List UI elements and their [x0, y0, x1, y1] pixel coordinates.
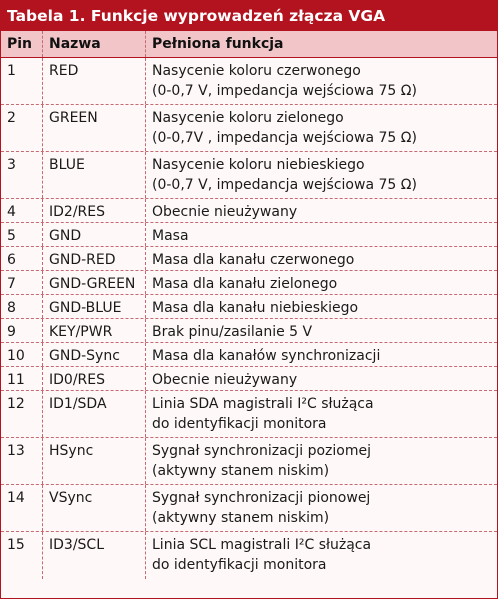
table-row: [1, 247, 497, 271]
cell-pin: 10: [1, 343, 43, 366]
table-row: [1, 58, 497, 105]
cell-pin: 2: [1, 105, 43, 151]
cell-function: [146, 247, 497, 270]
table-body: [1, 58, 497, 579]
cell-name: HSync: [43, 438, 146, 484]
function-line-1: Obecnie nieużywany: [152, 204, 298, 220]
function-line-1: Masa: [152, 228, 189, 244]
table-row: [1, 367, 497, 391]
cell-pin: 15: [1, 532, 43, 579]
table-row: [1, 438, 497, 485]
function-line-2: (0-0,7 V, impedancja wejściowa 75 Ω): [152, 83, 417, 99]
function-line-1: Masa dla kanału zielonego: [152, 276, 338, 292]
cell-function: [146, 105, 497, 151]
function-line-1: Nasycenie koloru zielonego: [152, 110, 344, 126]
cell-function: [146, 532, 497, 579]
cell-name: GND-BLUE: [43, 295, 146, 318]
cell-function: [146, 343, 497, 366]
cell-name: ID1/SDA: [43, 391, 146, 437]
cell-pin: 14: [1, 485, 43, 531]
function-line-1: Obecnie nieużywany: [152, 372, 298, 388]
cell-name: GND-GREEN: [43, 271, 146, 294]
cell-name: GND: [43, 223, 146, 246]
header-function: Pełniona funkcja: [152, 36, 284, 52]
table-row: [1, 391, 497, 438]
table-row: [1, 532, 497, 579]
function-line-2: (aktywny stanem niskim): [152, 510, 330, 526]
cell-function: [146, 367, 497, 390]
cell-name: ID0/RES: [43, 367, 146, 390]
cell-function: [146, 485, 497, 531]
table-row: [1, 105, 497, 152]
table-row: [1, 485, 497, 532]
cell-pin: 4: [1, 199, 43, 222]
function-line-2: (aktywny stanem niskim): [152, 463, 330, 479]
cell-function: [146, 223, 497, 246]
cell-function: [146, 319, 497, 342]
table-title: Tabela 1. Funkcje wyprowadzeń złącza VGA: [1, 1, 497, 31]
function-line-1: Linia SCL magistrali I²C służąca: [152, 537, 372, 553]
cell-name: ID2/RES: [43, 199, 146, 222]
function-line-1: Masa dla kanału niebieskiego: [152, 300, 359, 316]
cell-pin: 11: [1, 367, 43, 390]
table-row: [1, 223, 497, 247]
header-name: Nazwa: [43, 31, 146, 57]
table-row: [1, 343, 497, 367]
function-line-1: Nasycenie koloru czerwonego: [152, 63, 361, 79]
table-row: [1, 295, 497, 319]
cell-function: [146, 295, 497, 318]
function-line-1: Sygnał synchronizacji poziomej: [152, 443, 371, 459]
cell-function: [146, 58, 497, 104]
table-header-row: [1, 31, 497, 58]
cell-pin: 13: [1, 438, 43, 484]
cell-pin: 12: [1, 391, 43, 437]
table-row: [1, 271, 497, 295]
function-line-1: Masa dla kanału czerwonego: [152, 252, 355, 268]
cell-pin: 3: [1, 152, 43, 198]
table-row: [1, 152, 497, 199]
cell-name: GND-RED: [43, 247, 146, 270]
cell-name: KEY/PWR: [43, 319, 146, 342]
function-line-1: Brak pinu/zasilanie 5 V: [152, 324, 313, 340]
table-row: [1, 199, 497, 223]
header-pin: Pin: [1, 31, 43, 57]
function-line-2: do identyfikacji monitora: [152, 557, 327, 573]
cell-pin: 9: [1, 319, 43, 342]
cell-name: ID3/SCL: [43, 532, 146, 579]
function-line-2: (0-0,7 V, impedancja wejściowa 75 Ω): [152, 177, 417, 193]
function-line-1: Masa dla kanałów synchronizacji: [152, 348, 381, 364]
cell-function: [146, 152, 497, 198]
function-line-1: Nasycenie koloru niebieskiego: [152, 157, 365, 173]
function-line-2: do identyfikacji monitora: [152, 416, 327, 432]
cell-pin: 1: [1, 58, 43, 104]
cell-name: VSync: [43, 485, 146, 531]
cell-pin: 8: [1, 295, 43, 318]
cell-pin: 5: [1, 223, 43, 246]
cell-pin: 6: [1, 247, 43, 270]
table-row: [1, 319, 497, 343]
cell-name: GND-Sync: [43, 343, 146, 366]
function-line-1: Sygnał synchronizacji pionowej: [152, 490, 371, 506]
function-line-2: (0-0,7V , impedancja wejściowa 75 Ω): [152, 130, 417, 146]
cell-name: RED: [43, 58, 146, 104]
cell-pin: 7: [1, 271, 43, 294]
cell-function: [146, 271, 497, 294]
cell-function: [146, 199, 497, 222]
function-line-1: Linia SDA magistrali I²C służąca: [152, 396, 374, 412]
cell-name: BLUE: [43, 152, 146, 198]
cell-function: [146, 438, 497, 484]
cell-function: [146, 391, 497, 437]
cell-name: GREEN: [43, 105, 146, 151]
